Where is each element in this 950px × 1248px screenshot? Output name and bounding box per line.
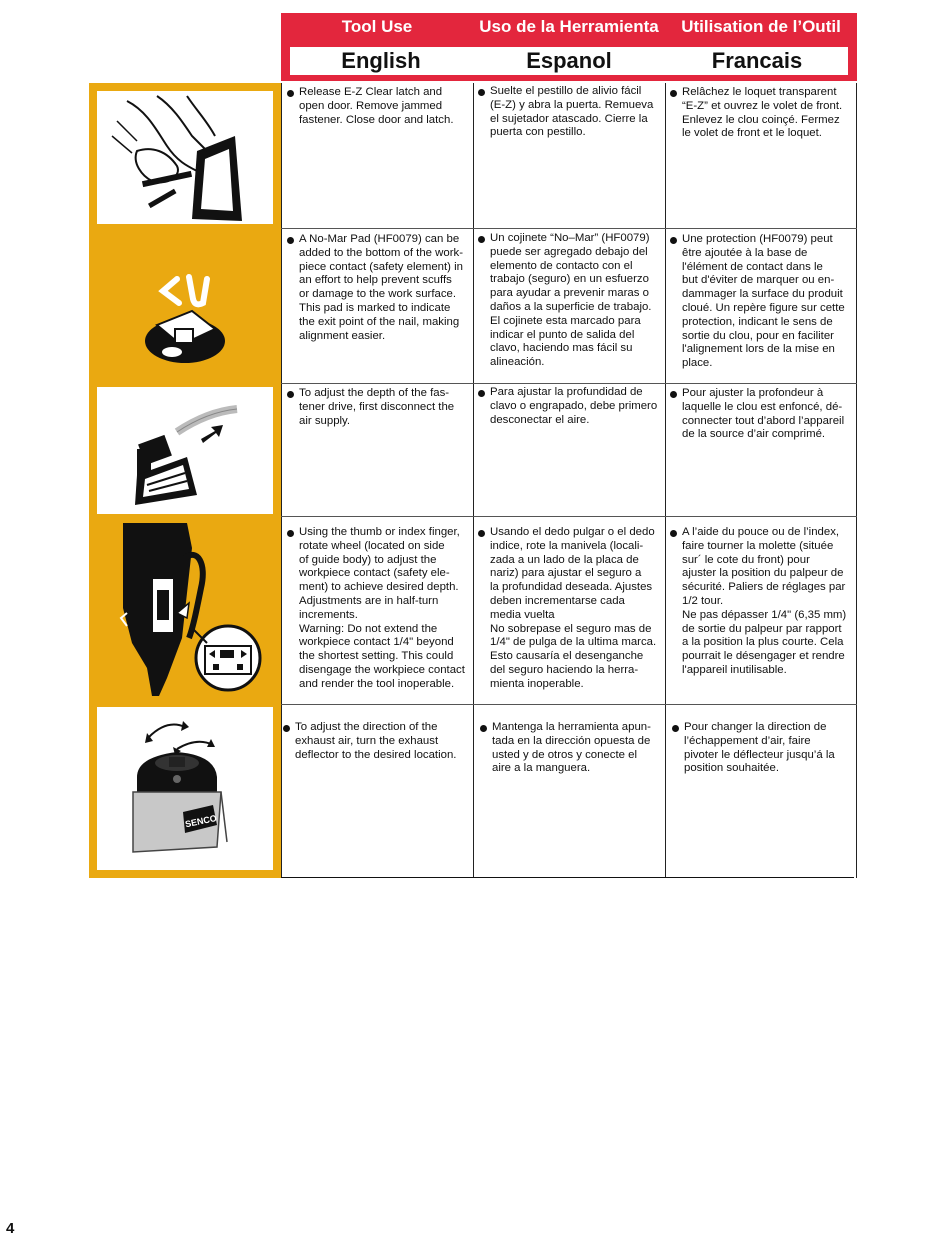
table-header bbox=[281, 13, 857, 81]
depth-adjust-wheel-icon bbox=[97, 518, 273, 701]
illustration-row-5 bbox=[97, 707, 273, 870]
language-french: Francais bbox=[711, 48, 803, 73]
row-3-french: Pour ajuster la profondeur à laquelle le clou est enfoncé, dé- connecter tout d’abord l’appareil de la source d’air comprimé. bbox=[670, 387, 856, 442]
row-divider-3 bbox=[281, 516, 857, 517]
table-bottom-rule bbox=[281, 877, 854, 878]
column-divider-2 bbox=[473, 83, 474, 878]
row-divider-1 bbox=[281, 228, 857, 229]
row-divider-4 bbox=[281, 704, 857, 705]
row-1-english: Release E-Z Clear latch and open door. Remove jammed fastener. Close door and latch. bbox=[287, 86, 471, 127]
illustration-row-1 bbox=[97, 91, 273, 224]
page-number: 4 bbox=[6, 1220, 15, 1237]
air-hose-disconnect-icon bbox=[97, 387, 273, 514]
language-label-bar bbox=[290, 47, 848, 75]
column-divider-4 bbox=[856, 83, 857, 878]
row-divider-2 bbox=[281, 383, 857, 384]
row-2-spanish: Un cojinete “No–Mar” (HF0079) puede ser agregado debajo del elemento de contacto con el trabajo (seguro) en un esfuerzo para ayudar a prevenir maras o daños a la superficie de trabajo. El cojinete esta marcado para indicar el punto de salida del clavo, haciendo mas fácil su alineación. bbox=[478, 232, 664, 370]
row-2-french: Une protection (HF0079) peut être ajoutée à la base de l'élément de contact dans le but d'éviter de marquer ou en- dammager la surface du produit cloué. Un repère figure sur cette protection, indicant le sens de sortie du clou, pour en faciliter l'alignement lors de la mise en place. bbox=[670, 233, 856, 371]
row-1-spanish: Suelte el pestillo de alivio fácil (E-Z) y abra la puerta. Remueva el sujetador atascado. Cierre la puerta con pestillo. bbox=[478, 85, 664, 140]
row-3-spanish: Para ajustar la profundidad de clavo o engrapado, debe primero desconectar el aire. bbox=[478, 386, 664, 427]
illustration-row-4 bbox=[97, 518, 273, 701]
illustration-row-2 bbox=[97, 229, 273, 381]
illustration-row-3 bbox=[97, 387, 273, 514]
row-4-english: Using the thumb or index finger, rotate wheel (located on side of guide body) to adjust the workpiece contact (safety ele- ment) to achieve desired depth. Adjustments are in half-turn increments. Warning: Do not extend the workpiece contact 1/4" beyond the shortest setting. This could disengage the workpiece contact and render the tool inoperable. bbox=[287, 526, 471, 692]
column-divider-3 bbox=[665, 83, 666, 878]
header-title-english: Tool Use bbox=[341, 17, 413, 36]
header-title-french: Utilisation de l’Outil bbox=[681, 17, 841, 36]
row-1-french: Relâchez le loquet transparent “E-Z” et ouvrez le volet de front. Enlevez le clou coinçé. Fermez le volet de front et le loquet. bbox=[670, 86, 856, 141]
language-spanish: Espanol bbox=[526, 48, 612, 73]
row-4-spanish: Usando el dedo pulgar o el dedo indice, rote la manivela (locali- zada a un lado de la placa de nariz) para ajustar el seguro a la profundidad deseada. Ajustes deben incrementarse cada media vuelta No sobrepase el seguro mas de 1/4" de pulga de la ultima marca. Esto causaría el desenganche del seguro haciendo la herra- mienta inoperable. bbox=[478, 526, 664, 692]
senco-logo-text: SENCO bbox=[184, 812, 218, 830]
row-4-french: A l’aide du pouce ou de l’index, faire tourner la molette (située sur´ le cote du front) pour ajuster la position du palpeur de sécurité. Paliers de réglages par 1/2 tour. Ne pas dépasser 1/4" (6,35 mm) de sortie du palpeur par rapport a la position la plus courte. Cela pourrait le désengager et rendre l'appareil inutilisable. bbox=[670, 526, 856, 678]
language-english: English bbox=[341, 48, 421, 73]
row-5-english: To adjust the direction of the exhaust air, turn the exhaust deflector to the desired location. bbox=[283, 721, 471, 762]
exhaust-deflector-icon bbox=[97, 707, 273, 870]
row-5-french: Pour changer la direction de l’échappement d’air, faire pivoter le déflecteur jusqu’á la position souhaitée. bbox=[672, 721, 856, 776]
row-3-english: To adjust the depth of the fas- tener drive, first disconnect the air supply. bbox=[287, 387, 471, 428]
row-5-spanish: Mantenga la herramienta apun- tada en la dirección opuesta de usted y de otros y conecte el aire a la manguera. bbox=[480, 721, 664, 776]
hand-releasing-latch-icon bbox=[97, 91, 273, 224]
column-divider-1 bbox=[281, 83, 282, 878]
no-mar-pad-icon bbox=[97, 229, 273, 381]
row-2-english: A No-Mar Pad (HF0079) can be added to the bottom of the work- piece contact (safety element) in an effort to help prevent scuffs or damage to the work surface. This pad is marked to indicate the exit point of the nail, making alignment easier. bbox=[287, 233, 471, 343]
header-title-spanish: Uso de la Herramienta bbox=[479, 17, 659, 36]
